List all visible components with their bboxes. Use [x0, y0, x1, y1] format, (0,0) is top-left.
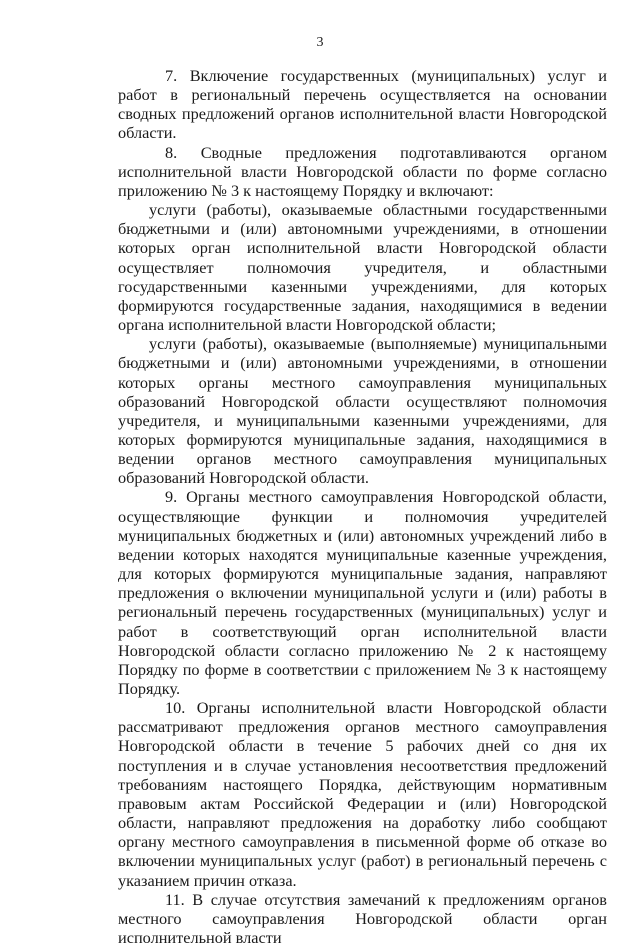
paragraph-8-item-municipal: услуги (работы), оказываемые (выполняемые) муниципальными бюджетными и (или) автономными учреждениями, в отношении которых органы местного самоуправления муниципальных образований Новгородской области осуществляют полномочия учредителя, и муниципальными казенными учреждениями, для которых формируются муниципальные задания, находящимися в ведении органов местного самоуправления муниципальных образований Новгородской области.	[118, 334, 607, 488]
page-number: 3	[316, 35, 324, 50]
paragraph-11: 11. В случае отсутствия замечаний к предложениям органов местного самоуправления Новгородской области орган исполнительной власти	[118, 889, 607, 947]
paragraph-8: 8. Сводные предложения подготавливаются органом исполнительной власти Новгородской области по форме согласно приложению № 3 к настоящему Порядку и включают:	[118, 142, 607, 200]
paragraph-10: 10. Органы исполнительной власти Новгородской области рассматривают предложения органов местного самоуправления Новгородской области в течение 5 рабочих дней со дня их поступления и в случае установления несоответствия предложений требованиям настоящего Порядка, действующим нормативным правовым актам Российской Федерации и (или) Новгородской области, направляют предложения на доработку либо сообщают органу местного самоуправления в письменной форме об отказе во включении муниципальных услуг (работ) в региональный перечень с указанием причин отказа.	[118, 698, 607, 890]
document-body	[118, 66, 607, 947]
paragraph-8-item-regional: услуги (работы), оказываемые областными государственными бюджетными и (или) автономными учреждениями, в отношении которых орган исполнительной власти Новгородской области осуществляет полномочия учредителя, и областными государственными казенными учреждениями, для которых формируются государственные задания, находящимися в ведении органа исполнительной власти Новгородской области;	[118, 200, 607, 335]
paragraph-9: 9. Органы местного самоуправления Новгородской области, осуществляющие функции и полномочия учредителей муниципальных бюджетных и (или) автономных учреждений либо в ведении которых находятся муниципальные казенные учреждения, для которых формируются муниципальные задания, направляют предложения о включении муниципальной услуги и (или) работы в региональный перечень государственных (муниципальных) услуг и работ в соответствующий орган исполнительной власти Новгородской области согласно приложению № 2 к настоящему Порядку по форме в соответствии с приложением № 3 к настоящему Порядку.	[118, 487, 607, 698]
paragraph-7: 7. Включение государственных (муниципальных) услуг и работ в региональный перечень осуществляется на основании сводных предложений органов исполнительной власти Новгородской области.	[118, 66, 607, 143]
